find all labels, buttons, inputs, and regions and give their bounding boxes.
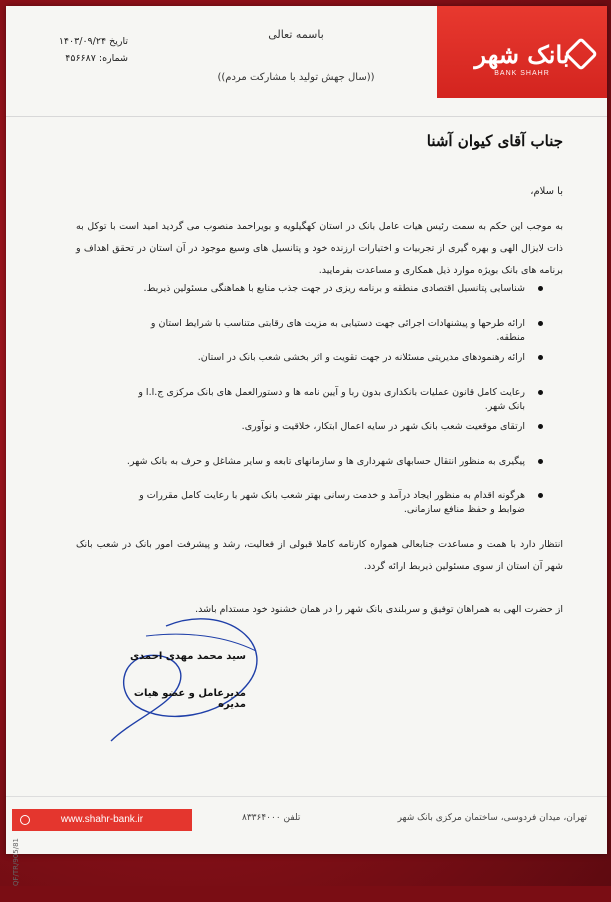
prayer-line: از حضرت الهی به همراهان توفیق و سربلندی بانک شهر را در همان خشنود خود مستدام باشد.: [195, 604, 563, 615]
bullet-icon: [538, 424, 543, 429]
globe-icon: [20, 815, 30, 825]
bullet-icon: [538, 390, 543, 395]
form-code: QF/TR/905/81: [12, 837, 20, 887]
list-item: رعایت کامل قانون عملیات بانکداری بدون ربا و آیین نامه ها و دستورالعمل های بانک مرکزی ج.ا.ا و بانک شهر.: [126, 386, 543, 421]
signer-name: سید محمد مهدی احمدی: [129, 651, 246, 662]
signer-title: مدیرعامل و عضو هیات مدیره: [133, 688, 246, 710]
letter-footer: [6, 796, 607, 855]
signature-scribble: [106, 606, 276, 746]
list-item: ارائه طرحها و پیشنهادات اجرائی جهت دستیابی به مزیت های رقابتی متناسب با شرایط استان و منطقه.: [126, 317, 543, 352]
website-url: www.shahr-bank.ir: [60, 814, 144, 825]
letterhead: [6, 6, 607, 117]
closing-paragraph: انتظار دارد با همت و مساعدت جنابعالی همواره کارنامه کاملا قبولی از فعالیت، رشد و پیشرفت امور بانک در شعب بانک شهر آن استان از سوی مسئولین ذیربط ارائه گردد.: [76, 539, 563, 572]
bank-logo: [437, 6, 607, 98]
phone-number: ۸۳۳۶۴۰۰۰: [242, 813, 281, 823]
list-item: ارائه رهنمودهای مدیریتی مسئلانه در جهت تقویت و اثر بخشی شعب بانک در استان.: [126, 351, 543, 386]
phone: [242, 813, 300, 823]
bullet-icon: [538, 355, 543, 360]
letter-date: تاریخ ۱۴۰۳/۰۹/۲۴: [58, 36, 128, 47]
recipient: جناب آقای کیوان آشنا: [426, 132, 563, 150]
bismillah: باسمه تعالی: [268, 28, 324, 41]
letter-number: شماره: ۴۵۶۶۸۷: [65, 53, 128, 64]
website-badge[interactable]: [12, 809, 192, 831]
year-slogan: ((سال جهش تولید با مشارکت مردم)): [217, 72, 375, 83]
greeting: با سلام،: [530, 186, 563, 197]
bullet-icon: [538, 286, 543, 291]
list-item: هرگونه اقدام به منظور ایجاد درآمد و خدمت رسانی بهتر شعب بانک شهر با رعایت کامل مقررات و ضوابط و حفظ منافع سازمانی.: [126, 489, 543, 524]
bullet-icon: [538, 493, 543, 498]
bank-name: بانک شهر: [474, 40, 570, 69]
list-item: ارتقای موقعیت شعب بانک شهر در سایه اعمال ابتکار، خلاقیت و نوآوری.: [126, 420, 543, 455]
letter-meta: [18, 36, 128, 70]
bullet-icon: [538, 321, 543, 326]
duty-list: [126, 282, 543, 524]
address: تهران، میدان فردوسی، ساختمان مرکزی بانک شهر: [397, 813, 587, 823]
list-item: شناسایی پتانسیل اقتصادی منطقه و برنامه ریزی در جهت جذب منابع با هماهنگی مسئولین ذیربط.: [126, 282, 543, 317]
bank-name-latin: BANK SHAHR: [494, 70, 550, 77]
phone-label: تلفن: [283, 813, 301, 823]
bullet-icon: [538, 459, 543, 464]
list-item: پیگیری به منظور انتقال حسابهای شهرداری ها و سازمانهای تابعه و سایر مشاغل و حرف به بانک شهر.: [126, 455, 543, 490]
letter-paper: [6, 6, 607, 887]
intro-paragraph: به موجب این حکم به سمت رئیس هیات عامل بانک در استان کهگیلویه و بویراحمد منصوب می گردید امید است با توکل به ذات لایزال الهی و بهره گیری از تجربیات و اختیارات ارزنده خود و پتانسیل های وسیع موجود در آن استان در تحقق اهداف و برنامه های بانک بویژه موارد ذیل همکاری و مساعدت بفرمایید.: [76, 221, 563, 276]
